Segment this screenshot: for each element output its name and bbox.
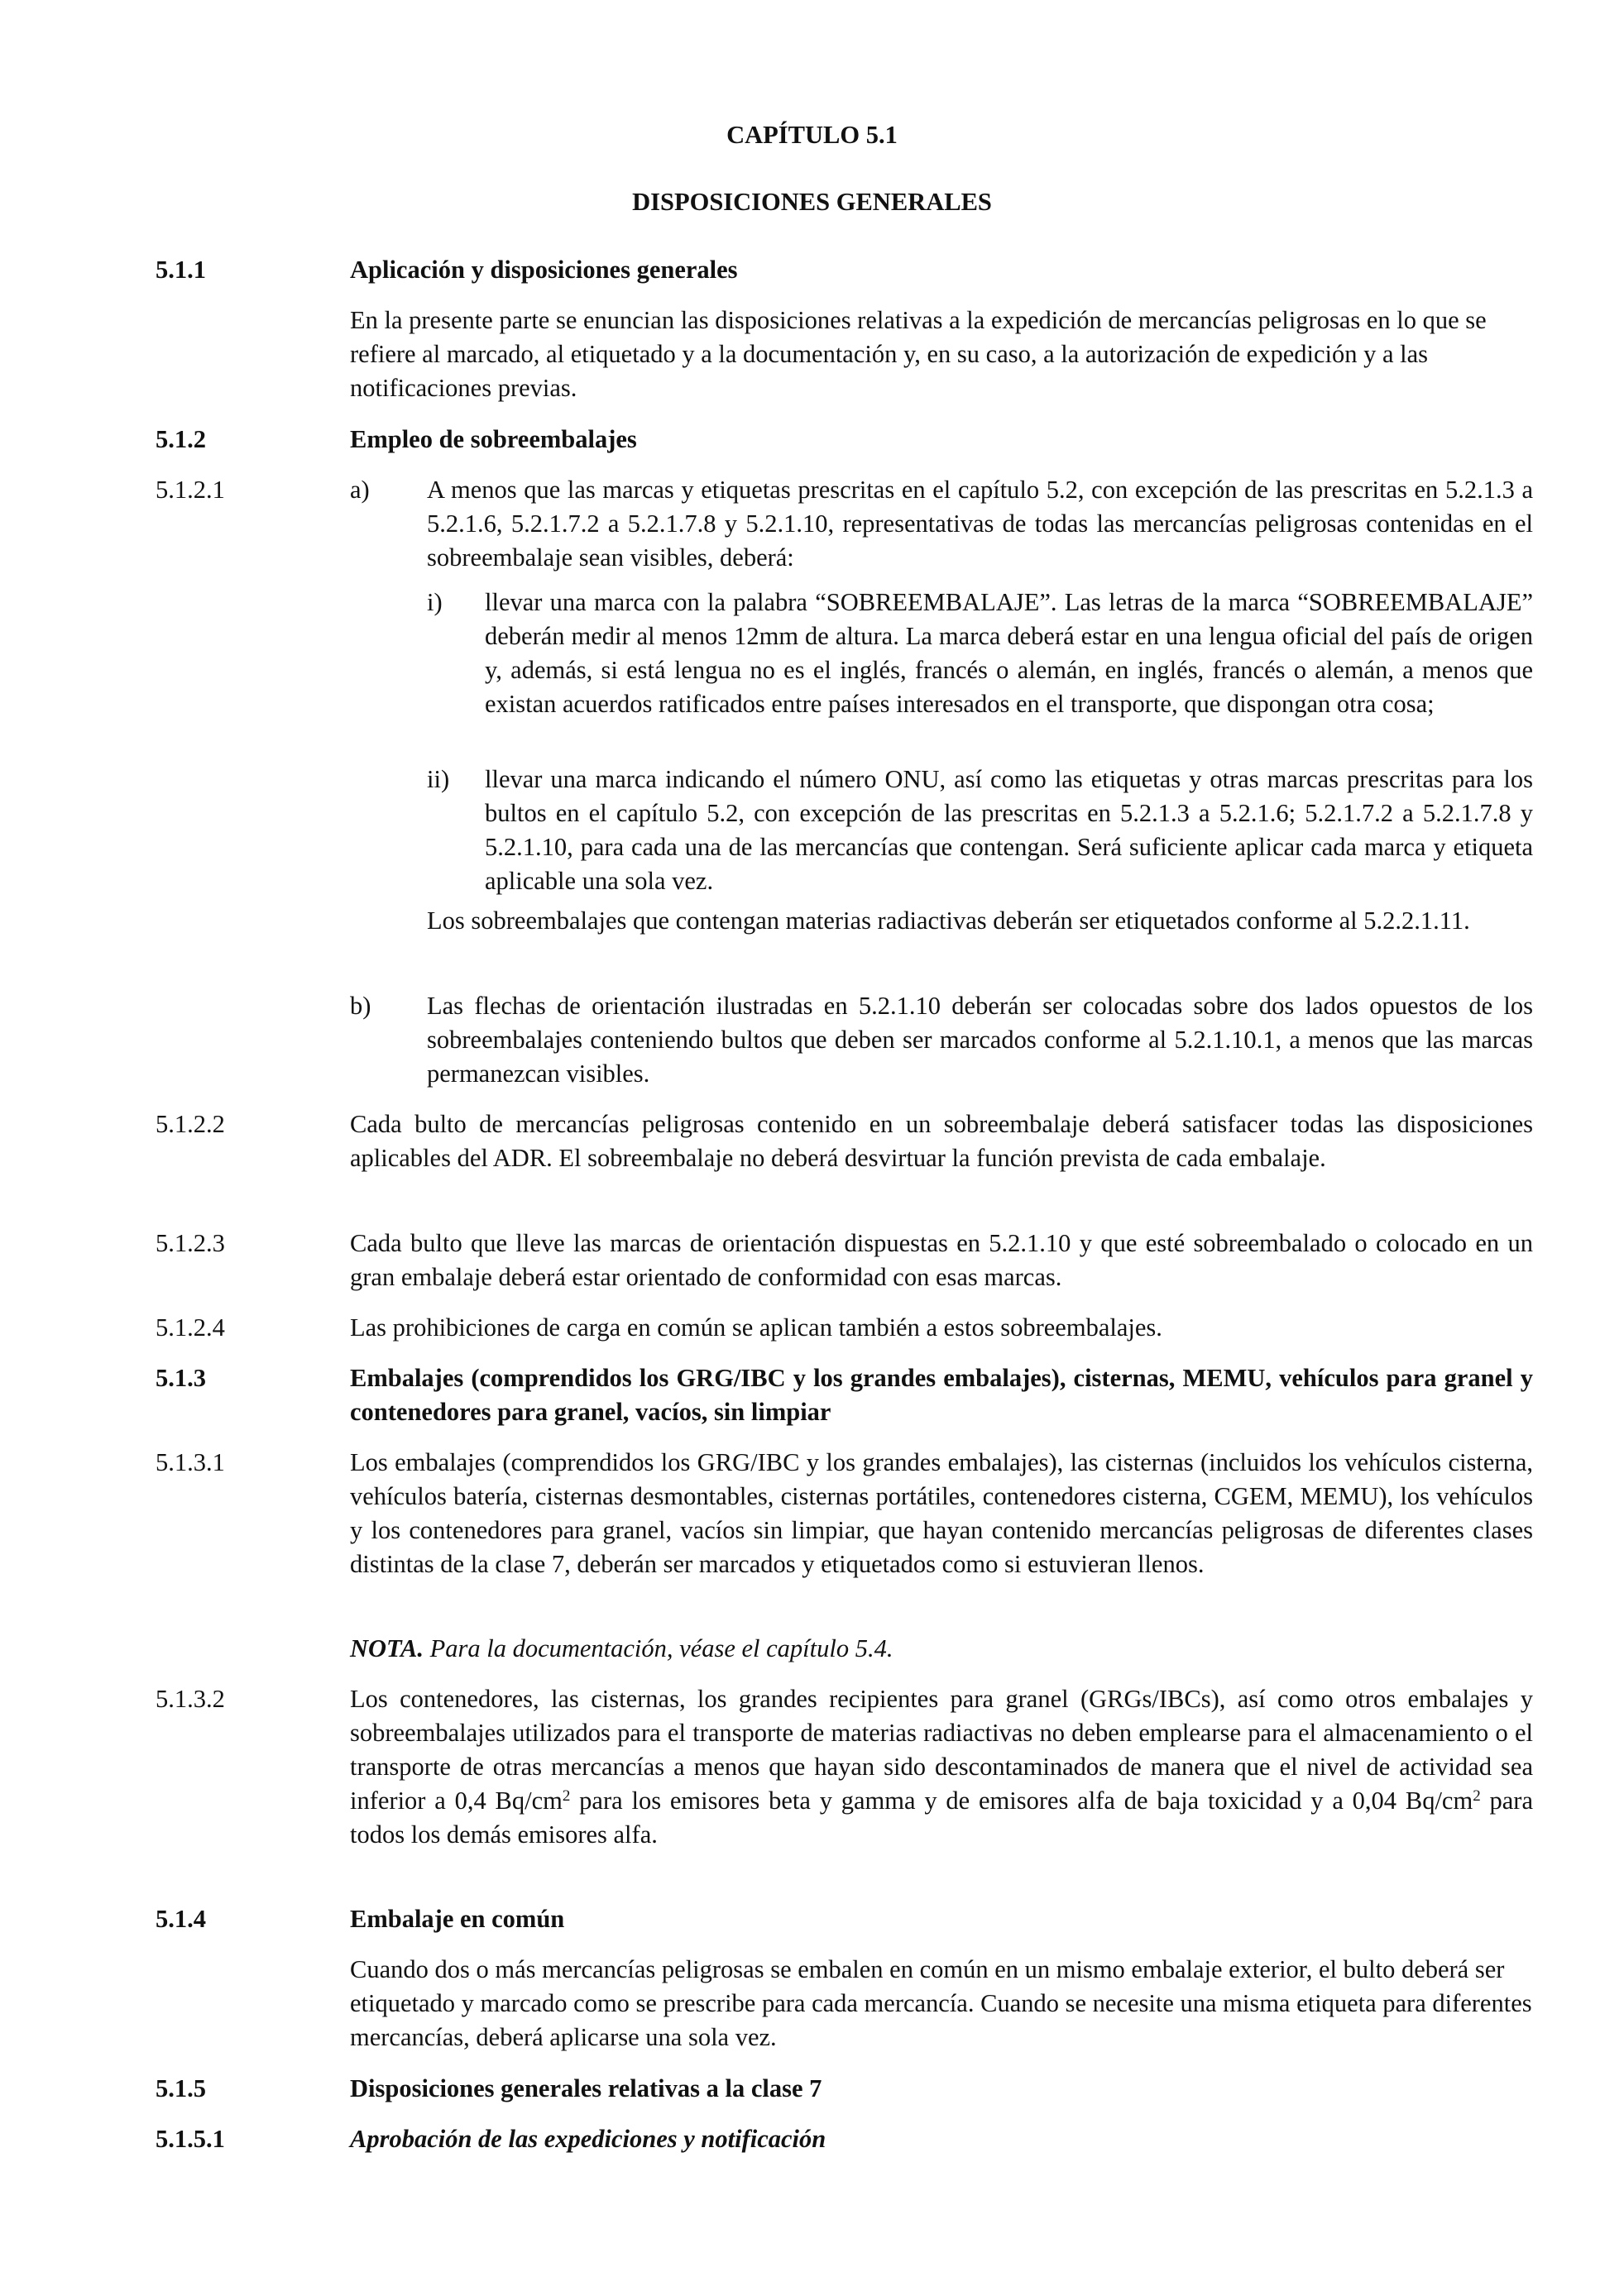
text-part-1: Los contenedores, las cisternas, los grandes recipientes para granel (GRGs/IBCs), así como otros embalajes y sobreembalajes utilizados para el transporte de materias radiactivas no deben emplearse para el almacenamiento o el transporte de otras mercancías a menos que hayan sido descontaminados de manera que el nivel de actividad sea inferior a 0,4 Bq/cm (350, 1685, 1533, 1815)
superscript-2: 2 (1473, 1787, 1481, 1805)
item-label-b: b) (350, 992, 371, 1020)
item-text-i: llevar una marca con la palabra “SOBREEMBALAJE”. Las letras de la marca “SOBREEMBALAJE” deberán medir al menos 12mm de altura. La marca deberá estar en una lengua oficial del país de origen y, además, si está lengua no es el inglés, francés o alemán, en inglés, francés o alemán, a menos que existan acuerdos ratificados entre países interesados en el transporte, que dispongan otra cosa; (485, 588, 1533, 718)
section-number-5-1-1: 5.1.1 (156, 256, 206, 284)
section-text-5-1-2-4: Las prohibiciones de carga en común se aplican también a estos sobreembalajes. (350, 1313, 1162, 1342)
item-text-a: A menos que las marcas y etiquetas prescritas en el capítulo 5.2, con excepción de las prescritas en 5.2.1.3 a 5.2.1.6, 5.2.1.7.2 a 5.2.1.7.8 y 5.2.1.10, representativas de todas las mercancías peligrosas contenidas en el sobreembalaje sean visibles, deberá: (427, 476, 1533, 572)
section-text-5-1-4: Cuando dos o más mercancías peligrosas se embalen en común en un mismo embalaje exterior, el bulto deberá ser etiquetado y marcado como se prescribe para cada mercancía. Cuando se necesite una misma etiqueta para diferentes mercancías, deberá aplicarse una sola vez. (350, 1955, 1532, 2051)
note-text: Para la documentación, véase el capítulo 5.4. (423, 1634, 893, 1662)
section-number-5-1-2-3: 5.1.2.3 (156, 1229, 225, 1257)
section-text-5-1-3-1: Los embalajes (comprendidos los GRG/IBC y los grandes embalajes), las cisternas (incluidos los vehículos cisterna, vehículos batería, cisternas desmontables, cisternas portátiles, contenedores cisterna, CGEM, MEMU), los vehículos y los contenedores para granel, vacíos sin limpiar, que hayan contenido mercancías peligrosas de diferentes clases distintas de la clase 7, deberán ser marcados y etiquetados como si estuvieran llenos. (350, 1448, 1533, 1578)
note-label: NOTA. (350, 1634, 424, 1662)
item-label-ii: ii) (427, 765, 450, 793)
superscript-1: 2 (562, 1787, 571, 1805)
section-number-5-1-2: 5.1.2 (156, 425, 206, 453)
chapter-subtitle: DISPOSICIONES GENERALES (632, 188, 992, 216)
section-title-5-1-2: Empleo de sobreembalajes (350, 425, 637, 453)
section-number-5-1-5: 5.1.5 (156, 2074, 206, 2102)
item-label-i: i) (427, 588, 443, 616)
section-title-5-1-5: Disposiciones generales relativas a la clase 7 (350, 2074, 822, 2102)
section-text-5-1-3-2 (350, 1682, 1533, 1852)
item-text-b: Las flechas de orientación ilustradas en 5.2.1.10 deberán ser colocadas sobre dos lados opuestos de los sobreembalajes conteniendo bultos que deben ser marcados conforme al 5.2.1.10.1, a menos que las marcas permanezcan visibles. (427, 992, 1533, 1088)
section-number-5-1-3-2: 5.1.3.2 (156, 1685, 225, 1713)
text-part-2: para los emisores beta y gamma y de emisores alfa de baja toxicidad y a 0,04 Bq/cm (570, 1787, 1473, 1815)
section-number-5-1-2-1: 5.1.2.1 (156, 476, 225, 504)
section-text-5-1-1: En la presente parte se enuncian las disposiciones relativas a la expedición de mercancías peligrosas en lo que se refiere al marcado, al etiquetado y a la documentación y, en su caso, a la autorización de expedición y a las notificaciones previas. (350, 306, 1487, 402)
section-number-5-1-3-1: 5.1.3.1 (156, 1448, 225, 1476)
section-number-5-1-2-4: 5.1.2.4 (156, 1313, 225, 1342)
text-part-3: para todos los demás emisores alfa. (350, 1787, 1533, 1849)
section-title-5-1-3: Embalajes (comprendidos los GRG/IBC y los grandes embalajes), cisternas, MEMU, vehículos para granel y contenedores para granel, vacíos, sin limpiar (350, 1364, 1533, 1426)
section-number-5-1-4: 5.1.4 (156, 1905, 206, 1933)
item-label-a: a) (350, 476, 370, 504)
section-title-5-1-4: Embalaje en común (350, 1905, 565, 1933)
section-title-5-1-1: Aplicación y disposiciones generales (350, 256, 738, 284)
section-number-5-1-5-1: 5.1.5.1 (156, 2125, 225, 2153)
section-text-5-1-2-2: Cada bulto de mercancías peligrosas contenido en un sobreembalaje deberá satisfacer todas las disposiciones aplicables del ADR. El sobreembalaje no deberá desvirtuar la función prevista de cada embalaje. (350, 1110, 1533, 1172)
section-number-5-1-3: 5.1.3 (156, 1364, 206, 1392)
note-5-1-3-1 (350, 1632, 1533, 1666)
section-title-5-1-5-1: Aprobación de las expediciones y notificación (350, 2125, 826, 2153)
section-number-5-1-2-2: 5.1.2.2 (156, 1110, 225, 1138)
item-text-ii: llevar una marca indicando el número ONU, así como las etiquetas y otras marcas prescritas para los bultos en el capítulo 5.2, con excepción de las prescritas en 5.2.1.3 a 5.2.1.6; 5.2.1.7.2 a 5.2.1.7.8 y 5.2.1.10, para cada una de las mercancías que contengan. Será suficiente aplicar cada marca y etiqueta aplicable una sola vez. (485, 765, 1533, 895)
section-text-5-1-2-3: Cada bulto que lleve las marcas de orientación dispuestas en 5.2.1.10 y que esté sobreembalado o colocado en un gran embalaje deberá estar orientado de conformidad con esas marcas. (350, 1229, 1533, 1291)
chapter-title: CAPÍTULO 5.1 (726, 121, 898, 149)
item-text-after-ii: Los sobreembalajes que contengan materias radiactivas deberán ser etiquetados conforme al 5.2.2.1.11. (427, 906, 1470, 935)
